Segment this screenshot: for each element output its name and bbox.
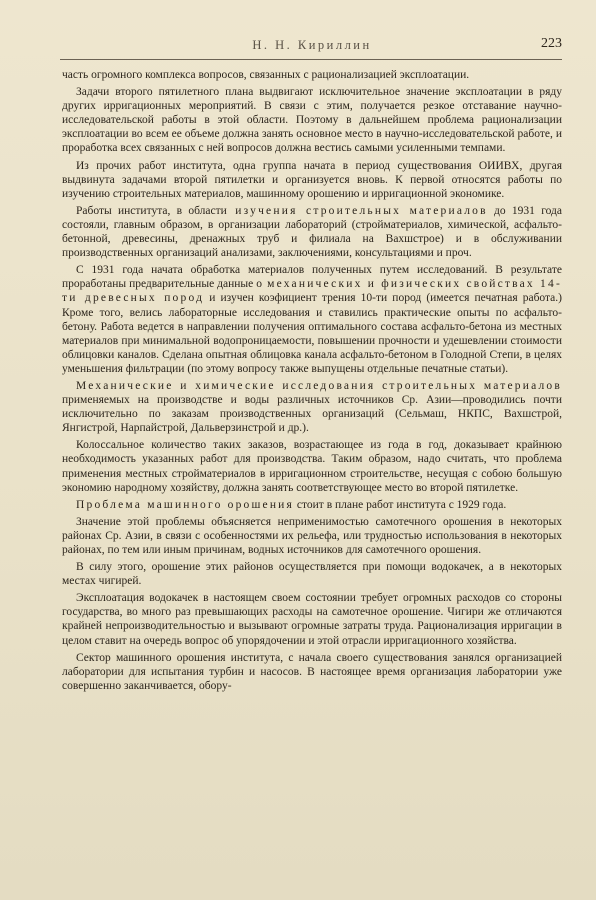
paragraph-7: Колоссальное количество таких заказов, возрастающее из года в год, доказывает крайнюю необходимость указанных работ для производства. Таким образом, надо считать, что проблема применения местных стройматериалов в ирригационном строительстве, несущая с собою большую экономию народному хозяйству, должна занять соответствующее место во второй пятилетке. xyxy=(62,439,562,494)
paragraph-11: Эксплоатация водокачек в настоящем своем состоянии требует огромных расходов со стороны государства, во много раз превышающих расходы на самотечное орошение. Чигири же отличаются крайней непроизводительностью и вызывают огромные затраты труда. Рационализация ирригации в целом ставит на очередь вопрос об упорядочении и этой отрасли ирригационного хозяйства. xyxy=(62,592,562,647)
spaced-emphasis: Проблема машинного орошения xyxy=(76,498,295,511)
paragraph-2: Задачи второго пятилетного плана выдвигают исключительное значение эксплоатации в ряду других ирригационных мероприятий. В связи с этим, получается резкое отставание научно-исследовательской работы в этой области. Поэтому в дальнейшем проблема рационализации эксплоатации во всем ее объеме должна занять основное место в научно-исследовательской работе, и проработка всех связанных с ней вопросов должна вестись самыми усиленными темпами. xyxy=(62,86,562,155)
paragraph-6 xyxy=(62,379,562,435)
paragraph-5 xyxy=(62,263,562,376)
spaced-emphasis: механических и физических свойствах 14-ти древесных пород xyxy=(62,278,562,305)
header-rule xyxy=(60,59,562,60)
paragraph-4 xyxy=(62,204,562,260)
text-before: Работы института, в области xyxy=(76,204,227,217)
spaced-emphasis: изучения строительных материалов xyxy=(226,204,488,217)
running-title: Н. Н. Кириллин xyxy=(252,38,372,52)
paragraph-8 xyxy=(62,498,562,512)
page-header xyxy=(62,36,562,58)
text-before: С 1931 года начата обработка материалов полученных путем исследований. В результате проработаны предварительные данные о xyxy=(62,264,562,291)
text-after: стоит в плане работ института с 1929 года. xyxy=(294,498,507,511)
paragraph-3: Из прочих работ института, одна группа начата в период существования ОИИВХ, другая выдвинута задачами второй пятилетки и организуется вновь. К первой относятся работы по изучению строительных материалов, машинному орошению и ирригационной экономике. xyxy=(62,159,562,200)
text-after: и изучен коэфициент трения 10-ти пород (имеется печатная работа.) Кроме того, велись лабораторные исследования и ставились практические опыты по асфальто-бетону. Работа ведется в направлении получения оптимального состава асфальто-бетона из местных материалов при минимальной водопроницаемости, повышении прочности и удешевлении стоимости облицовки каналов. Сделана опытная облицовка канала асфальто-бетоном в Голодной Степи, в целях уменьшения фильтрации (по этому вопросу также выпущены отдельные печатные статьи). xyxy=(62,292,562,375)
body-text xyxy=(62,68,562,696)
spaced-emphasis: Механические и химические исследования строительных материалов xyxy=(76,379,562,392)
paragraph-1: часть огромного комплекса вопросов, связанных с рационализацией эксплоатации. xyxy=(62,69,470,81)
text-after: применяемых на производстве и воды различных источников Ср. Азии—проводились почти исключительно по заказам производственных организаций (Сельмаш, НКПС, Вахшстрой, Янгистрой, Нарпайстрой, Дальверзинстрой и др.). xyxy=(62,394,562,435)
paragraph-9: Значение этой проблемы объясняется неприменимостью самотечного орошения в некоторых районах Ср. Азии, в связи с особенностями их рельефа, или трудностью использования в некоторых районах, по тем или иным причинам, водных источников для самотечного орошения. xyxy=(62,515,562,556)
paragraph-10: В силу этого, орошение этих районов осуществляется при помощи водокачек, а в некоторых местах чигирей. xyxy=(62,561,562,588)
page-number: 223 xyxy=(541,36,562,51)
text-after: до 1931 года состояли, главным образом, в организации лабораторий (стройматериалов, химической, асфальто-бетонной, древесины, дренажных труб и филиала на Вахшстрое) и в обслуживании производственных организаций анализами, заключениями, консультациями и проч. xyxy=(62,204,562,260)
paragraph-12: Сектор машинного орошения института, с начала своего существования занялся организацией лаборатории для испытания турбин и насосов. В настоящее время организация лаборатории уже совершенно заканчивается, обору- xyxy=(62,651,562,692)
